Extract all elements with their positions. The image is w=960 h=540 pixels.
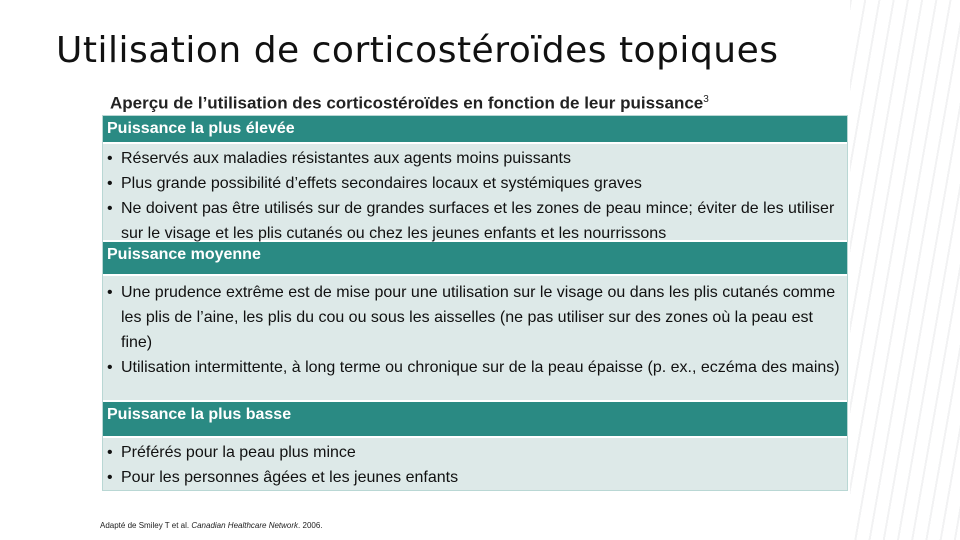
bullet-item: • Préférés pour la peau plus mince: [107, 440, 843, 465]
footnote-prefix: Adapté de Smiley T et al.: [100, 521, 192, 530]
bullet-item: • Utilisation intermittente, à long terme ou chronique sur de la peau épaisse (p. ex., eczéma des mains): [107, 355, 843, 380]
section-header-lowest: Puissance la plus basse: [103, 402, 847, 438]
footnote-suffix: . 2006.: [298, 521, 323, 530]
table-caption-text: Aperçu de l’utilisation des corticostéroïdes en fonction de leur puissance: [110, 93, 704, 113]
reference-superscript: 3: [703, 94, 709, 105]
section-header-highest: Puissance la plus élevée: [103, 116, 847, 144]
bullet-item: • Réservés aux maladies résistantes aux agents moins puissants: [107, 146, 843, 171]
section-body-lowest: [103, 438, 847, 490]
background-decoration: [850, 0, 960, 540]
section-body-highest: [103, 144, 847, 242]
footnote-source: Canadian Healthcare Network: [191, 521, 299, 530]
slide-title: Utilisation de corticostéroïdes topiques: [56, 30, 779, 71]
section-header-medium: Puissance moyenne: [103, 242, 847, 276]
bullet-item: • Plus grande possibilité d’effets secondaires locaux et systémiques graves: [107, 171, 843, 196]
section-body-medium: [103, 276, 847, 402]
table-caption: [110, 90, 730, 114]
potency-table: [102, 115, 848, 491]
source-footnote: [100, 521, 323, 530]
bullet-item: • Pour les personnes âgées et les jeunes enfants: [107, 465, 843, 490]
bullet-item: • Une prudence extrême est de mise pour une utilisation sur le visage ou dans les plis cutanés comme les plis de l’aine, les plis du cou ou sous les aisselles (ne pas utiliser sur des zones où la peau est fine): [107, 280, 843, 355]
bullet-item: • Ne doivent pas être utilisés sur de grandes surfaces et les zones de peau mince; éviter de les utiliser sur le visage et les plis cutanés ou chez les jeunes enfants et les nourrissons: [107, 196, 843, 246]
